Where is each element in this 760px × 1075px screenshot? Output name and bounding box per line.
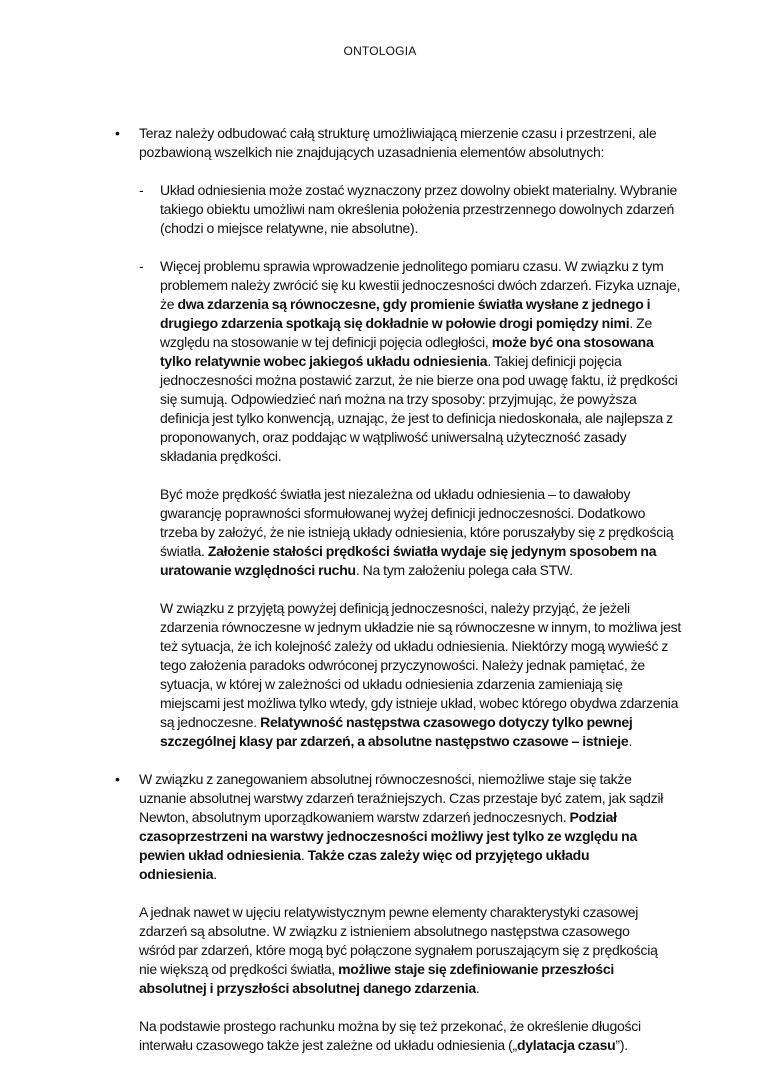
dash-item-1 bbox=[139, 181, 682, 238]
bullet-2-paragraph-3: Na podstawie prostego rachunku można by się też przekonać, że określenie długości interwału czasowego także jest zależne od układu odniesienia („dylatacja czasu”). bbox=[139, 1018, 641, 1053]
dash-icon: - bbox=[139, 258, 144, 274]
bullet-2-paragraph-2: A jednak nawet w ujęciu relatywistycznym pewne elementy charakterystyki czasowej zdarzeń są absolutne. W związku z istnieniem absolutnego następstwa czasowego wśród par zdarzeń, które mogą być połączone sygnałem poruszającym się z prędkością nie większą od prędkości światła, możliwe staje się zdefiniowanie przeszłości absolutnej i przyszłości absolutnej danego zdarzenia. bbox=[139, 904, 658, 996]
page-header: ONTOLOGIA bbox=[343, 44, 417, 58]
bullet-section-2 bbox=[115, 770, 667, 1055]
bullet-section-1 bbox=[115, 124, 682, 751]
bullet-2-paragraph-1: W związku z zanegowaniem absolutnej równoczesności, niemożliwe staje się także uznanie absolutnej warstwy zdarzeń teraźniejszych. Czas przestaje być zatem, jak sądził Newton, absolutnym uporządkowaniem warstw zdarzeń jednoczesnych. Podział czasoprzestrzeni na warstwy jednoczesności możliwy jest tylko ze względu na pewien układ odniesienia. Także czas zależy więc od przyjętego układu odniesienia. bbox=[139, 771, 664, 882]
dash-icon: - bbox=[139, 182, 144, 198]
bullet-icon: • bbox=[115, 771, 120, 787]
dash-2-text: Więcej problemu sprawia wprowadzenie jednolitego pomiaru czasu. W związku z tym problemem należy zwrócić się ku kwestii jednoczesności dwóch zdarzeń. Fizyka uznaje, że dwa zdarzenia są równoczesne, gdy promienie światła wysłane z jednego i drugiego zdarzenia spotkają się dokładnie w połowie drogi pomiędzy nimi. Ze względu na stosowanie w tej definicji pojęcia odległości, może być ona stosowana tylko relatywnie wobec jakiegoś układu odniesienia. Takiej definicji pojęcia jednoczesności można postawić zarzut, że nie bierze ona pod uwagę faktu, iż prędkości się sumują. Odpowiedzieć nań można na trzy sposoby: przyjmując, że powyższa definicja jest tylko konwencją, uznając, że jest to definicja niedoskonała, ale najlepsza z proponowanych, oraz poddając w wątpliwość uniwersalną użyteczność zasady składania prędkości. bbox=[160, 258, 681, 464]
dash-item-2 bbox=[139, 257, 682, 751]
bullet-icon: • bbox=[115, 125, 120, 141]
bullet-1-intro: Teraz należy odbudować całą strukturę umożliwiającą mierzenie czasu i przestrzeni, ale pozbawioną wszelkich nie znajdujących uzasadnienia elementów absolutnych: bbox=[139, 125, 657, 160]
dash-2-paragraph-2: Być może prędkość światła jest niezależna od układu odniesienia – to dawałoby gwarancję poprawności sformułowanej wyżej definicji jednoczesności. Dodatkowo trzeba by założyć, że nie istnieją układy odniesienia, które poruszałyby się z prędkością światła. Założenie stałości prędkości światła wydaje się jedynym sposobem na uratowanie względności ruchu. Na tym założeniu polega cała STW. bbox=[160, 486, 674, 578]
dash-1-text: Układ odniesienia może zostać wyznaczony przez dowolny obiekt materialny. Wybranie takiego obiektu umożliwi nam określenia położenia przestrzennego dowolnych zdarzeń (chodzi o miejsce relatywne, nie absolutne). bbox=[160, 182, 677, 236]
document-body bbox=[0, 124, 760, 1055]
dash-2-paragraph-3: W związku z przyjętą powyżej definicją jednoczesności, należy przyjąć, że jeżeli zdarzenia równoczesne w jednym układzie nie są równoczesne w innym, to możliwa jest też sytuacja, że ich kolejność zależy od układu odniesienia. Niektórzy mogą wywieść z tego założenia paradoks odwróconej przyczynowości. Należy jednak pamiętać, że sytuacja, w której w zależności od układu odniesienia zdarzenia zamieniają się miejscami jest możliwa tylko wtedy, gdy istnieje układ, wobec którego obydwa zdarzenia są jednoczesne. Relatywność następstwa czasowego dotyczy tylko pewnej szczególnej klasy par zdarzeń, a absolutne następstwo czasowe – istnieje. bbox=[160, 600, 682, 749]
